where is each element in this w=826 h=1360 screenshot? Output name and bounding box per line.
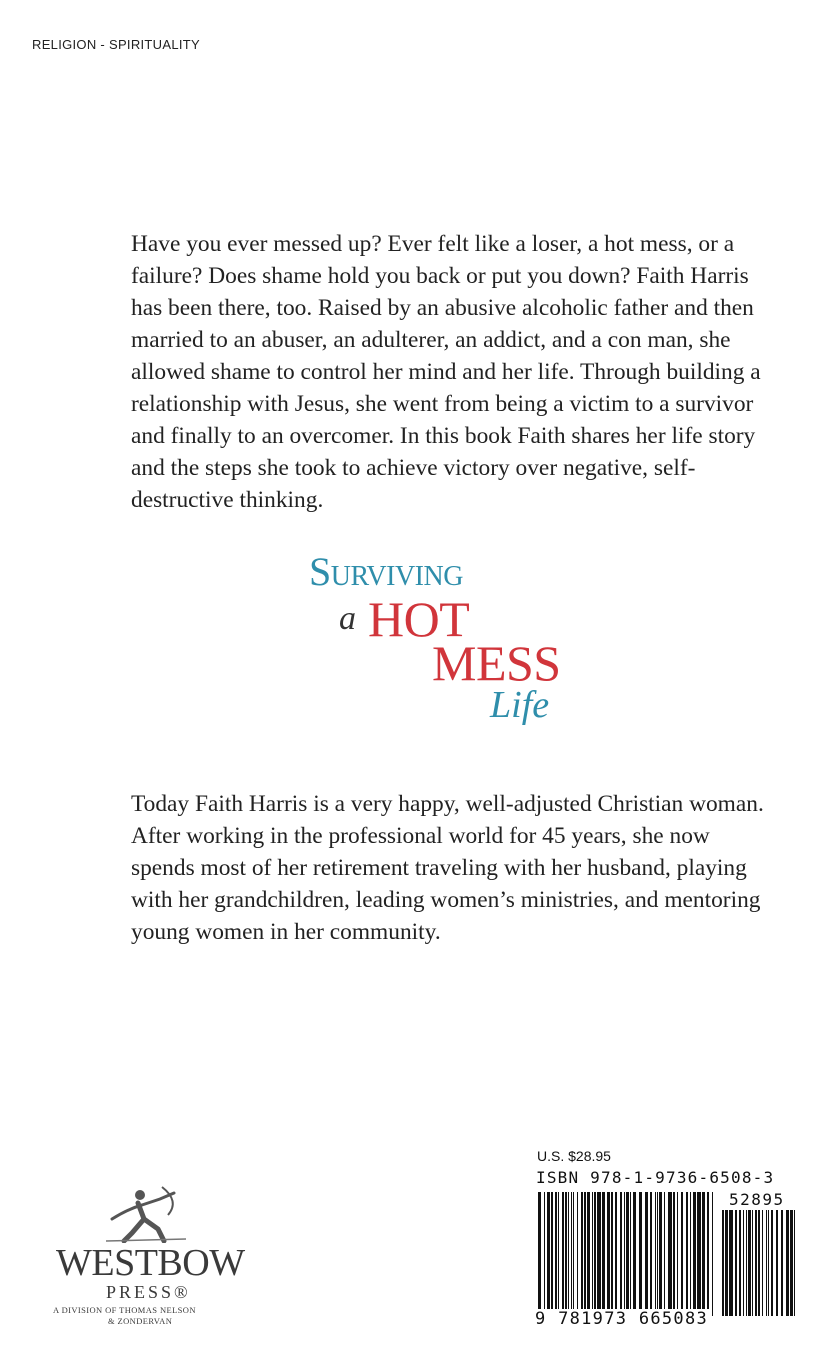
barcode-bar (673, 1192, 675, 1316)
title-word-surviving: Surviving (309, 549, 463, 594)
barcode-bar (697, 1192, 701, 1316)
barcode-bar (664, 1192, 665, 1316)
barcode-bar (611, 1192, 613, 1316)
barcode-bar (592, 1192, 593, 1316)
barcode-bar (768, 1210, 769, 1316)
barcode-bar (645, 1192, 648, 1316)
barcode-bar (558, 1192, 559, 1316)
addon-digits: 52895 (729, 1190, 785, 1209)
barcode-bar (565, 1192, 567, 1316)
publisher-logo (44, 1185, 244, 1325)
title-word-a: a (339, 600, 356, 637)
barcode-bar (681, 1192, 683, 1316)
barcode-bar (776, 1210, 778, 1316)
barcode-bar (722, 1210, 724, 1316)
barcode-bar (755, 1210, 757, 1316)
author-bio-paragraph: Today Faith Harris is a very happy, well-adjusted Christian woman. After working in the professional world for 45 years, she now spends most of her retirement traveling with her husband, playing with her grandchildren, leading women’s ministries, and mentoring young women in her community. (131, 791, 764, 945)
description-paragraph: Have you ever messed up? Ever felt like a loser, a hot mess, or a failure? Does shame hold you back or put you down? Faith Harris has been there, too. Raised by an abusive alcoholic father and then married to an abuser, an adulterer, an addict, and a con man, she allowed shame to control her mind and her life. Through building a relationship with Jesus, she went from being a victim to a survivor and finally to an overcomer. In this book Faith shares her life story and the steps she took to achieve victory over negative, self-destructive thinking. (131, 231, 761, 513)
publisher-division-line1: A DIVISION OF THOMAS NELSON (53, 1305, 196, 1315)
title-word-mess: MESS (432, 635, 561, 691)
barcode-bar (615, 1192, 617, 1316)
publisher-division-line2: & ZONDERVAN (108, 1316, 173, 1326)
barcode-bar (562, 1192, 564, 1316)
barcode-bar (639, 1192, 642, 1316)
barcode-bar (602, 1192, 605, 1316)
barcode-bar (702, 1192, 705, 1316)
barcode-bar (725, 1210, 728, 1316)
barcode-bar (712, 1192, 713, 1316)
barcode-bar (739, 1210, 741, 1316)
barcode-bar (743, 1210, 744, 1316)
archer-figure-icon (102, 1185, 192, 1243)
barcode-bar (624, 1192, 625, 1316)
barcode-bar (677, 1192, 678, 1316)
barcode-bar (707, 1192, 709, 1316)
barcode-bar (752, 1210, 753, 1316)
barcode-bar (735, 1210, 737, 1316)
ean-digits: 9 781973 665083 (535, 1309, 709, 1329)
barcode-bar (650, 1192, 652, 1316)
barcode-bar (746, 1210, 747, 1316)
isbn-label: ISBN 978-1-9736-6508-3 (536, 1168, 775, 1187)
price-label: U.S. $28.95 (537, 1148, 611, 1164)
barcode-bar (597, 1192, 601, 1316)
barcode-bar (584, 1192, 586, 1316)
barcode-bar (573, 1192, 574, 1316)
barcode-bar (729, 1210, 733, 1316)
barcode-bar (659, 1192, 662, 1316)
barcode-bar (607, 1192, 610, 1316)
barcode-bar (587, 1192, 590, 1316)
barcode-bar (577, 1192, 578, 1316)
barcode-bar (581, 1192, 583, 1316)
barcode-bar (771, 1210, 773, 1316)
barcode-bar (630, 1192, 631, 1316)
publisher-name: WESTBOW (56, 1242, 245, 1284)
barcode-bar (690, 1192, 691, 1316)
publisher-press: PRESS® (106, 1282, 191, 1302)
barcode-bar (762, 1210, 763, 1316)
barcode-bar (620, 1192, 622, 1316)
barcode-bar (547, 1192, 550, 1316)
barcode-bar (551, 1192, 553, 1316)
barcode-bar (594, 1192, 596, 1316)
barcode-bar (655, 1192, 656, 1316)
barcode-bar (781, 1210, 783, 1316)
barcode-bar (758, 1210, 760, 1316)
barcode-bar (568, 1192, 569, 1316)
barcode-bar (786, 1210, 789, 1316)
barcode-bar (766, 1210, 767, 1316)
barcode-bar (668, 1192, 672, 1316)
barcode-bar (693, 1192, 696, 1316)
barcode-bar (626, 1192, 629, 1316)
barcode-bar (571, 1192, 572, 1316)
barcode-bar (790, 1210, 793, 1316)
barcode-bar (555, 1192, 557, 1316)
barcode-bar (657, 1192, 658, 1316)
barcode-bar (686, 1192, 688, 1316)
barcode-bar (633, 1192, 636, 1316)
category-label: RELIGION - SPIRITUALITY (32, 37, 200, 52)
title-word-hot: HOT (368, 591, 470, 647)
barcode-bar (544, 1192, 545, 1316)
title-word-life: Life (490, 684, 550, 726)
barcode-bar (794, 1210, 795, 1316)
title-logo (0, 548, 826, 728)
barcode-bar (748, 1210, 751, 1316)
barcode-image (536, 1188, 798, 1323)
barcode-bar (538, 1192, 541, 1316)
